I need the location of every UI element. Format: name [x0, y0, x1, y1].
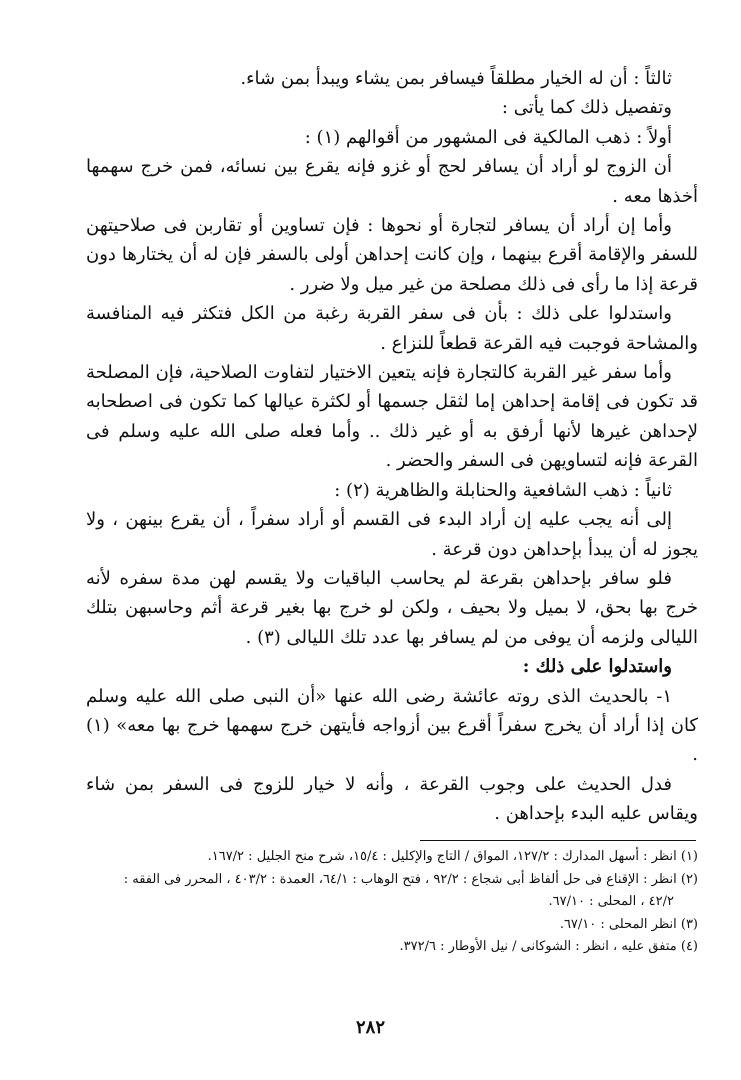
heading-evidence: واستدلوا على ذلك :	[522, 656, 672, 678]
paragraph-6: واستدلوا على ذلك : بأن فى سفر القربة رغبة من الكل فتكثر فيه المنافسة والمشاحة فوجبت فيه القرعة قطعاً للنزاع .	[86, 303, 698, 354]
paragraph-1: ثالثاً : أن له الخيار مطلقاً فيسافر بمن يشاء ويبدأ بمن شاء.	[240, 68, 672, 89]
footnote-1: (١) انظر : أسهل المدارك : ١٢٧/٢، المواق / التاج والإكليل : ١٥/٤، شرح منح الجليل : ١٦٧/٢.	[207, 849, 698, 864]
paragraph-12: ١- بالحديث الذى روته عائشة رضى الله عنها «أن النبى صلى الله عليه وسلم كان إذا أراد أن يخرج سفراً أقرع بين أزواجه فأيتهن خرج سهمها خرج بها معه» (١) .	[86, 685, 698, 766]
paragraph-9: إلى أنه يجب عليه إن أراد البدء فى القسم أو أراد سفراً ، أن يقرع بينهن ، ولا يجوز له أن يبدأ بإحداهن دون قرعة .	[86, 509, 698, 560]
footnote-4: (٤) متفق عليه ، انظر : الشوكانى / نيل الأوطار : ٣٧٢/٦.	[399, 939, 698, 954]
footnote-3: (٣) انظر المحلى : ٦٧/١٠.	[559, 916, 698, 932]
footnote-2-continued: ٤٢/٢ ، المحلى : ٦٧/١٠.	[548, 894, 674, 909]
heading-maliki: أولاً : ذهب المالكية فى المشهور من أقوالهم (١) :	[304, 126, 672, 148]
paragraph-10: فلو سافر بإحداهن بقرعة لم يحاسب الباقيات ولا يقسم لهن مدة سفره لأنه خرج بها بحق، لا بميل ولا بحيف ، ولكن لو خرج بها بغير قرعة أثم وحاسبهن بتلك الليالى ولزمه أن يوفى من لم يسافر بها عدد تلك الليالى (٣) .	[86, 567, 698, 648]
paragraph-5: وأما إن أراد أن يسافر لتجارة أو نحوها : فإن تساوين أو تقاربن فى صلاحيتهن للسفر والإقامة أقرع بينهما ، وإن كانت إحداهن أولى بالسفر فإن له أن يختارها دون قرعة إذا ما رأى فى ذلك مصلحة من غير ميل ولا ضرر .	[86, 215, 698, 295]
footnote-2: (٢) انظر : الإقناع فى حل ألفاظ أبى شجاع : ٩٢/٢ ، فتح الوهاب : ٦٤/١، العمدة : ٤٠٣/٢ ، المحرر فى الفقه :	[123, 871, 698, 887]
paragraph-4: أن الزوج لو أراد أن يسافر لحج أو غزو فإنه يقرع بين نسائه، فمن خرج سهمها أخذها معه .	[86, 156, 698, 207]
heading-shafii: ثانياً : ذهب الشافعية والحنابلة والظاهرية (٢) :	[334, 479, 672, 501]
body-text	[86, 64, 698, 829]
paragraph-2: وتفصيل ذلك كما يأتى :	[501, 97, 672, 119]
page-number: ٢٨٢	[355, 1017, 385, 1038]
footnote-divider	[420, 840, 696, 841]
footnotes	[86, 846, 698, 959]
paragraph-7: وأما سفر غير القربة كالتجارة فإنه يتعين الاختيار لتفاوت الصلاحية، فإن المصلحة قد تكون فى إقامة إحداهن إما لثقل جسمها أو لكثرة عيالها كما تكون فى اصطحابه لإحداهن غيرها لأنها أرفق به أو غير ذلك .. وأما فعله صلى الله عليه وسلم فى القرعة فإنه لتساويهن فى السفر والحضر .	[86, 362, 698, 472]
paragraph-13: فدل الحديث على وجوب القرعة ، وأنه لا خيار للزوج فى السفر بمن شاء ويقاس عليه البدء بإحداهن .	[86, 773, 698, 825]
